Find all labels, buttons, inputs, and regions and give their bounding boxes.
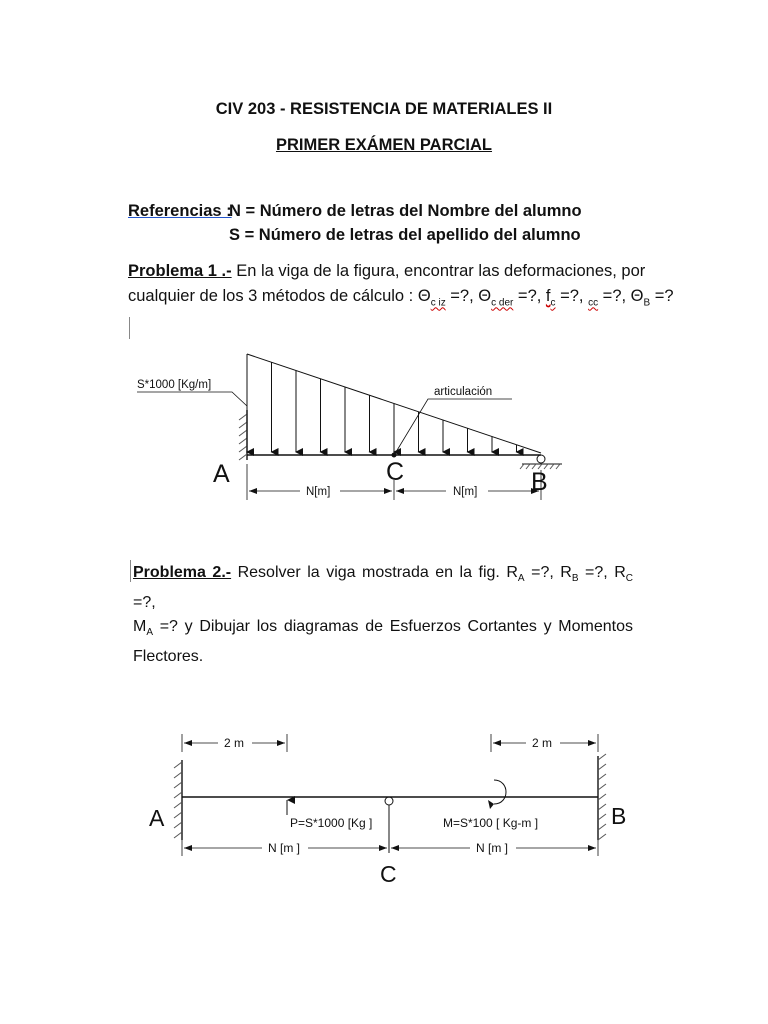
load-arrows	[247, 354, 517, 452]
text-cursor-2	[130, 560, 131, 582]
dimension-n2: N[m]	[453, 486, 478, 498]
fixed-support-b2	[598, 754, 606, 840]
point-c-label: C	[386, 458, 405, 486]
dimension-n2-2: N [m ]	[476, 841, 508, 855]
hinge-label: articulación	[434, 386, 493, 398]
point-b2-label: B	[611, 803, 627, 829]
roller-support-b	[520, 455, 562, 469]
bottom-dimensions	[182, 840, 598, 856]
hinge-c	[392, 453, 397, 458]
load-leader	[137, 392, 247, 406]
dimension-n1-2: N [m ]	[268, 841, 300, 855]
point-b-label: B	[531, 468, 548, 496]
problem1-statement: Problema 1 .- En la viga de la figura, encontrar las deformaciones, por cualquier de los 3 métodos de cálculo : $\Theta_{c iz}$ =?, $\Theta_{c der}$ =?, $f_c$ =?, $_{cc}$ =?, $\Theta_B$ =?	[128, 262, 674, 309]
point-a-label: A	[213, 460, 230, 488]
moment-arrowhead	[488, 800, 494, 809]
load-label: S*1000 [Kg/m]	[137, 379, 212, 391]
problem1-figure	[0, 340, 768, 510]
problem2-statement: Problema 2.- Resolver la viga mostrada en la fig. $R_A$ =?, $R_B$ =?, $R_C$ =?, $M_A$ =? y Dibujar los diagramas de Esfuerzos Cortantes y Momentos Flectores.	[133, 564, 634, 666]
point-a2-label: A	[149, 805, 165, 831]
exam-title-text: PRIMER EXÁMEN PARCIAL	[275, 136, 493, 154]
dimension-left: 2 m	[224, 736, 245, 750]
fixed-support-a	[239, 410, 247, 460]
fixed-support-a2	[174, 760, 182, 840]
problem2-figure	[0, 720, 768, 890]
support-c2	[377, 797, 401, 853]
reference-s: S = Número de letras del apellido del alumno	[229, 226, 581, 244]
problem1-label: Problema 1 .-	[128, 262, 232, 280]
moment-m-icon	[494, 780, 506, 804]
references-label: Referencias :	[128, 202, 232, 220]
text-cursor-1	[129, 317, 130, 339]
hinge-leader	[396, 399, 512, 452]
dimension-n1: N[m]	[306, 486, 331, 498]
reference-n: N = Número de letras del Nombre del alumno	[229, 202, 582, 220]
point-c2-label: C	[380, 861, 397, 887]
course-title	[0, 100, 768, 119]
problem2-label: Problema 2.-	[133, 564, 232, 581]
dimension-right: 2 m	[532, 736, 553, 750]
moment-m-label: M=S*100 [ Kg-m ]	[443, 816, 539, 830]
load-p-label: P=S*1000 [Kg ]	[290, 816, 373, 830]
exam-title	[0, 136, 768, 155]
course-title-text: CIV 203 - RESISTENCIA DE MATERIALES II	[215, 100, 553, 118]
